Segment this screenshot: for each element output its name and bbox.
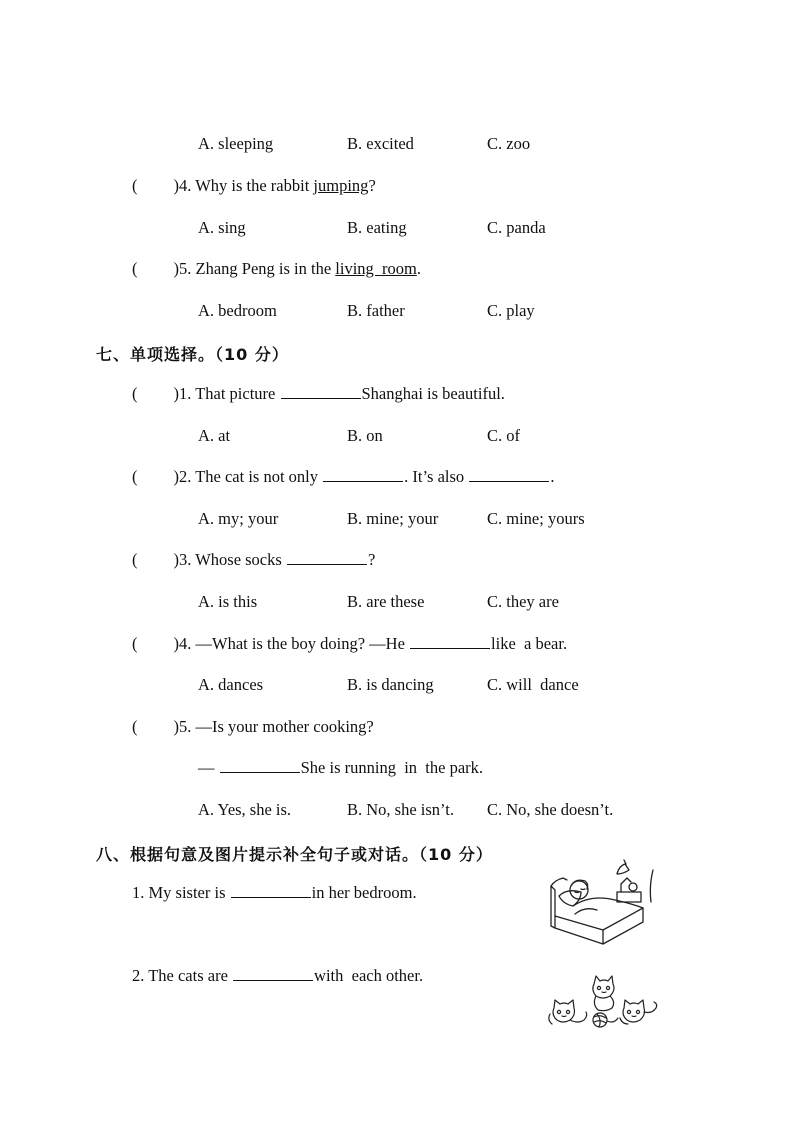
question-text: )2. The cat is not only — [173, 467, 323, 486]
option-c: C. panda — [487, 218, 546, 237]
option-c: C. No, she doesn’t. — [487, 800, 614, 819]
section-8-heading: 八、根据句意及图片提示补全句子或对话。（10 分） — [96, 845, 493, 864]
question-6-5 — [132, 259, 421, 279]
option-b: B. father — [347, 301, 405, 320]
question-text: )4. —What is the boy doing? —He — [173, 634, 410, 653]
question-6-4 — [132, 176, 376, 196]
question-text: 1. My sister is — [132, 883, 230, 902]
underlined-word: jumping — [313, 176, 369, 195]
answer-blank[interactable] — [469, 480, 549, 482]
question-text-end: . — [550, 467, 555, 486]
question-text-end: like a bear. — [491, 634, 568, 653]
option-b: B. on — [347, 426, 383, 445]
question-text-end: with each other. — [314, 966, 424, 985]
answer-blank[interactable] — [220, 771, 300, 773]
question-7-3 — [132, 550, 375, 570]
answer-paren: ( — [132, 259, 138, 278]
option-b: B. excited — [347, 134, 414, 153]
question-7-5 — [132, 717, 374, 737]
question-8-1 — [132, 883, 417, 903]
option-c: C. they are — [487, 592, 559, 611]
answer-paren: ( — [132, 176, 138, 195]
option-c: C. mine; yours — [487, 509, 585, 528]
option-c: C. zoo — [487, 134, 531, 153]
dash: — — [198, 758, 219, 777]
question-text-end: in her bedroom. — [311, 883, 417, 902]
question-8-2 — [132, 966, 423, 986]
answer-paren: ( — [132, 550, 138, 569]
girl-sleeping-in-bed-picture — [545, 856, 660, 946]
option-a: A. dances — [198, 675, 264, 694]
question-text: 2. The cats are — [132, 966, 233, 985]
answer-blank[interactable] — [231, 896, 311, 898]
option-a: A. Yes, she is. — [198, 800, 292, 819]
question-7-4 — [132, 634, 567, 654]
answer-blank[interactable] — [287, 563, 367, 565]
question-end: ? — [368, 176, 376, 195]
option-a: A. sing — [198, 218, 246, 237]
question-text: )5. —Is your mother cooking? — [173, 717, 374, 736]
option-b: B. is dancing — [347, 675, 434, 694]
question-text-mid: . It’s also — [404, 467, 469, 486]
option-a: A. sleeping — [198, 134, 274, 153]
option-c: C. play — [487, 301, 535, 320]
answer-paren: ( — [132, 634, 138, 653]
question-text: )5. Zhang Peng is in the — [173, 259, 336, 278]
option-c: C. will dance — [487, 675, 579, 694]
question-7-2 — [132, 467, 554, 487]
answer-paren: ( — [132, 384, 138, 403]
answer-paren: ( — [132, 467, 138, 486]
option-b: B. eating — [347, 218, 407, 237]
answer-blank[interactable] — [410, 647, 490, 649]
question-text-end: Shanghai is beautiful. — [361, 384, 505, 403]
underlined-word: living room — [335, 259, 417, 278]
option-c: C. of — [487, 426, 520, 445]
question-text: )4. Why is the rabbit — [173, 176, 314, 195]
question-7-5-line2 — [198, 758, 483, 778]
question-text-end: ? — [367, 550, 376, 569]
option-a: A. my; your — [198, 509, 279, 528]
answer-blank[interactable] — [233, 979, 313, 981]
question-7-1 — [132, 384, 505, 404]
answer-blank[interactable] — [323, 480, 403, 482]
section-7-heading: 七、单项选择。（10 分） — [96, 345, 289, 364]
answer-blank[interactable] — [281, 397, 361, 399]
answer-paren: ( — [132, 717, 138, 736]
option-b: B. No, she isn’t. — [347, 800, 454, 819]
question-text: )3. Whose socks — [173, 550, 286, 569]
question-text: )1. That picture — [173, 384, 280, 403]
option-a: A. at — [198, 426, 231, 445]
question-text-end: She is running in the park. — [300, 758, 484, 777]
option-a: A. bedroom — [198, 301, 277, 320]
cats-playing-with-yarn-picture — [548, 974, 660, 1032]
question-end: . — [416, 259, 421, 278]
option-a: A. is this — [198, 592, 258, 611]
option-b: B. are these — [347, 592, 425, 611]
option-b: B. mine; your — [347, 509, 439, 528]
